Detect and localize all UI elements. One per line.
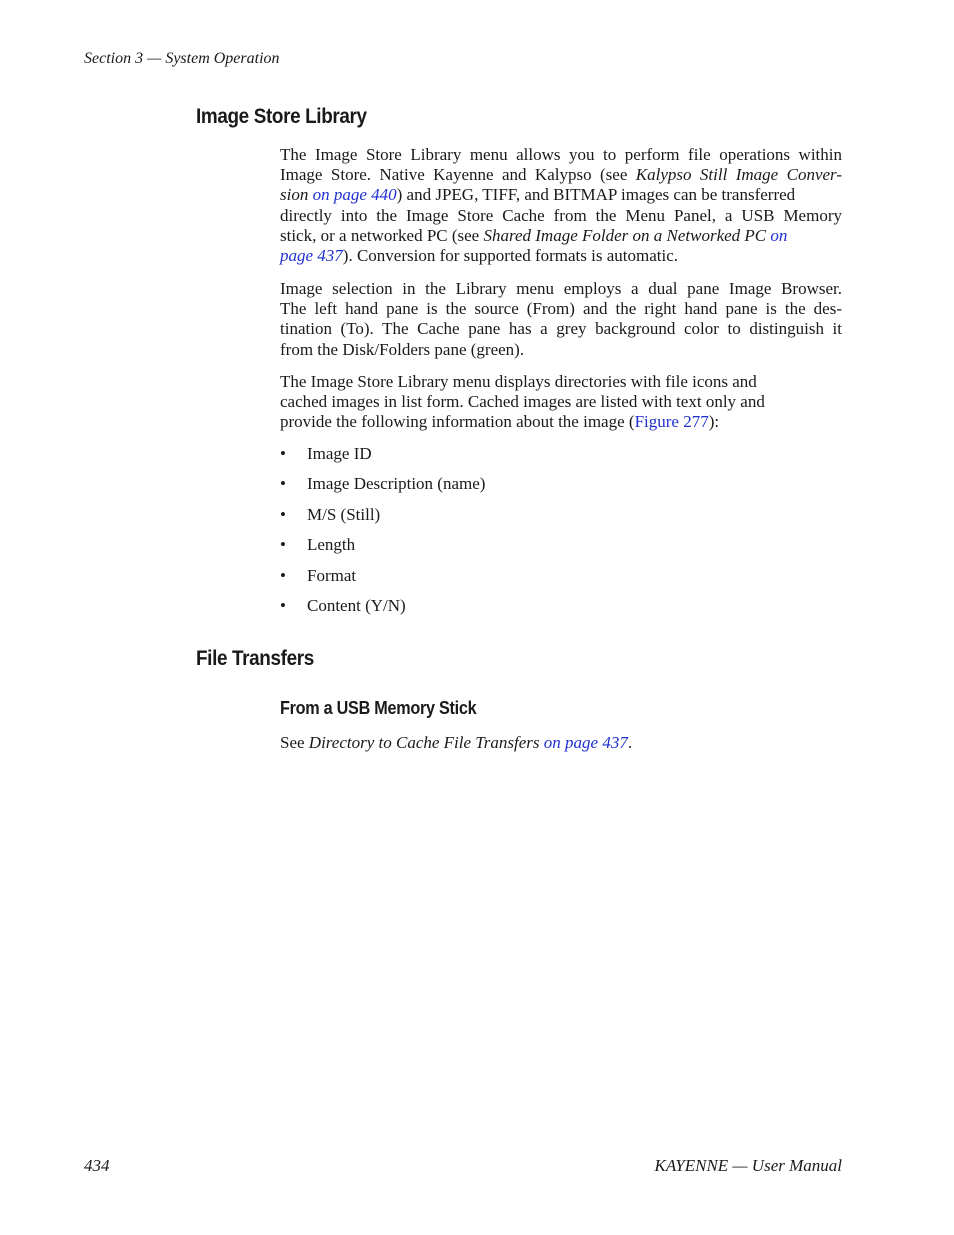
list-item [280,566,485,596]
paragraph-image-browser [280,279,842,360]
page-number: 434 [84,1156,110,1175]
para2-line1: Image selection in the Library menu employs a dual pane Image Browser. [280,279,842,298]
para1-line2 [280,165,842,185]
bullet-icon: • [280,444,286,463]
list-item [280,596,485,626]
para3-text: ): [708,412,720,432]
para3-line2: cached images in list form. Cached images are listed with text only and [280,392,765,412]
paragraph-list-form [280,372,842,433]
para1-line3 [280,185,842,205]
para1-line5 [280,226,842,246]
image-info-list [280,444,485,626]
paragraph-usb-see-also [280,733,842,753]
link-page-440[interactable]: on page 440 [312,185,397,205]
xref-directory-to-cache: Directory to Cache File Transfers [308,733,540,752]
usb-text: See [280,733,309,752]
xref-kalypso-conversion-cont: sion [280,185,309,205]
para1-line4: directly into the Image Store Cache from the Menu Panel, a USB Memory [280,205,842,225]
list-item-text: Image Description (name) [307,474,486,494]
list-item [280,535,485,565]
para1-line1: The Image Store Library menu allows you to perform file operations within [280,145,842,164]
para1-line6 [280,246,842,266]
para2-line4: from the Disk/Folders pane (green). [280,339,525,359]
list-item [280,505,485,535]
paragraph-intro [280,145,842,266]
section-heading-image-store-library: Image Store Library [196,105,367,128]
list-item-text: M/S (Still) [307,504,381,524]
bullet-icon: • [280,474,286,494]
para2-line3: tination (To). The Cache pane has a grey background color to distinguish it [280,319,842,339]
list-item-text: Content (Y/N) [307,595,406,615]
list-item [280,444,485,474]
para3-line1: The Image Store Library menu displays directories with file icons and [280,372,757,391]
manual-title: KAYENNE — User Manual [654,1156,842,1175]
para3-text: provide the following information about the image ( [280,412,635,432]
section-heading-file-transfers: File Transfers [196,647,314,670]
xref-shared-image-folder: Shared Image Folder on a Networked PC [483,225,767,245]
list-item-text: Image ID [307,444,372,463]
list-item-text: Length [307,535,356,555]
bullet-icon: • [280,595,286,615]
running-head: Section 3 — System Operation [84,50,280,67]
para1-text: ). Conversion for supported formats is automatic. [342,246,679,266]
xref-kalypso-conversion: Kalypso Still Image Conver- [635,165,842,185]
usb-text: . [627,733,633,752]
link-page-437-a[interactable]: on [770,225,788,245]
bullet-icon: • [280,535,286,555]
subheading-usb-memory-stick: From a USB Memory Stick [280,698,477,718]
list-item-text: Format [307,565,357,585]
para1-text: stick, or a networked PC (see [280,225,484,245]
usb-line [280,733,842,753]
link-page-437-b[interactable]: on page 437 [543,733,628,752]
bullet-icon: • [280,504,286,524]
para1-text: Image Store. Native Kayenne and Kalypso (see [280,165,636,185]
link-page-437-a-cont[interactable]: page 437 [280,246,343,266]
list-item [280,474,485,504]
bullet-icon: • [280,565,286,585]
para3-line3 [280,412,842,432]
link-figure-277[interactable]: Figure 277 [634,412,709,432]
para1-text: ) and JPEG, TIFF, and BITMAP images can be transferred [396,185,796,205]
para2-line2: The left hand pane is the source (From) and the right hand pane is the des- [280,299,842,319]
